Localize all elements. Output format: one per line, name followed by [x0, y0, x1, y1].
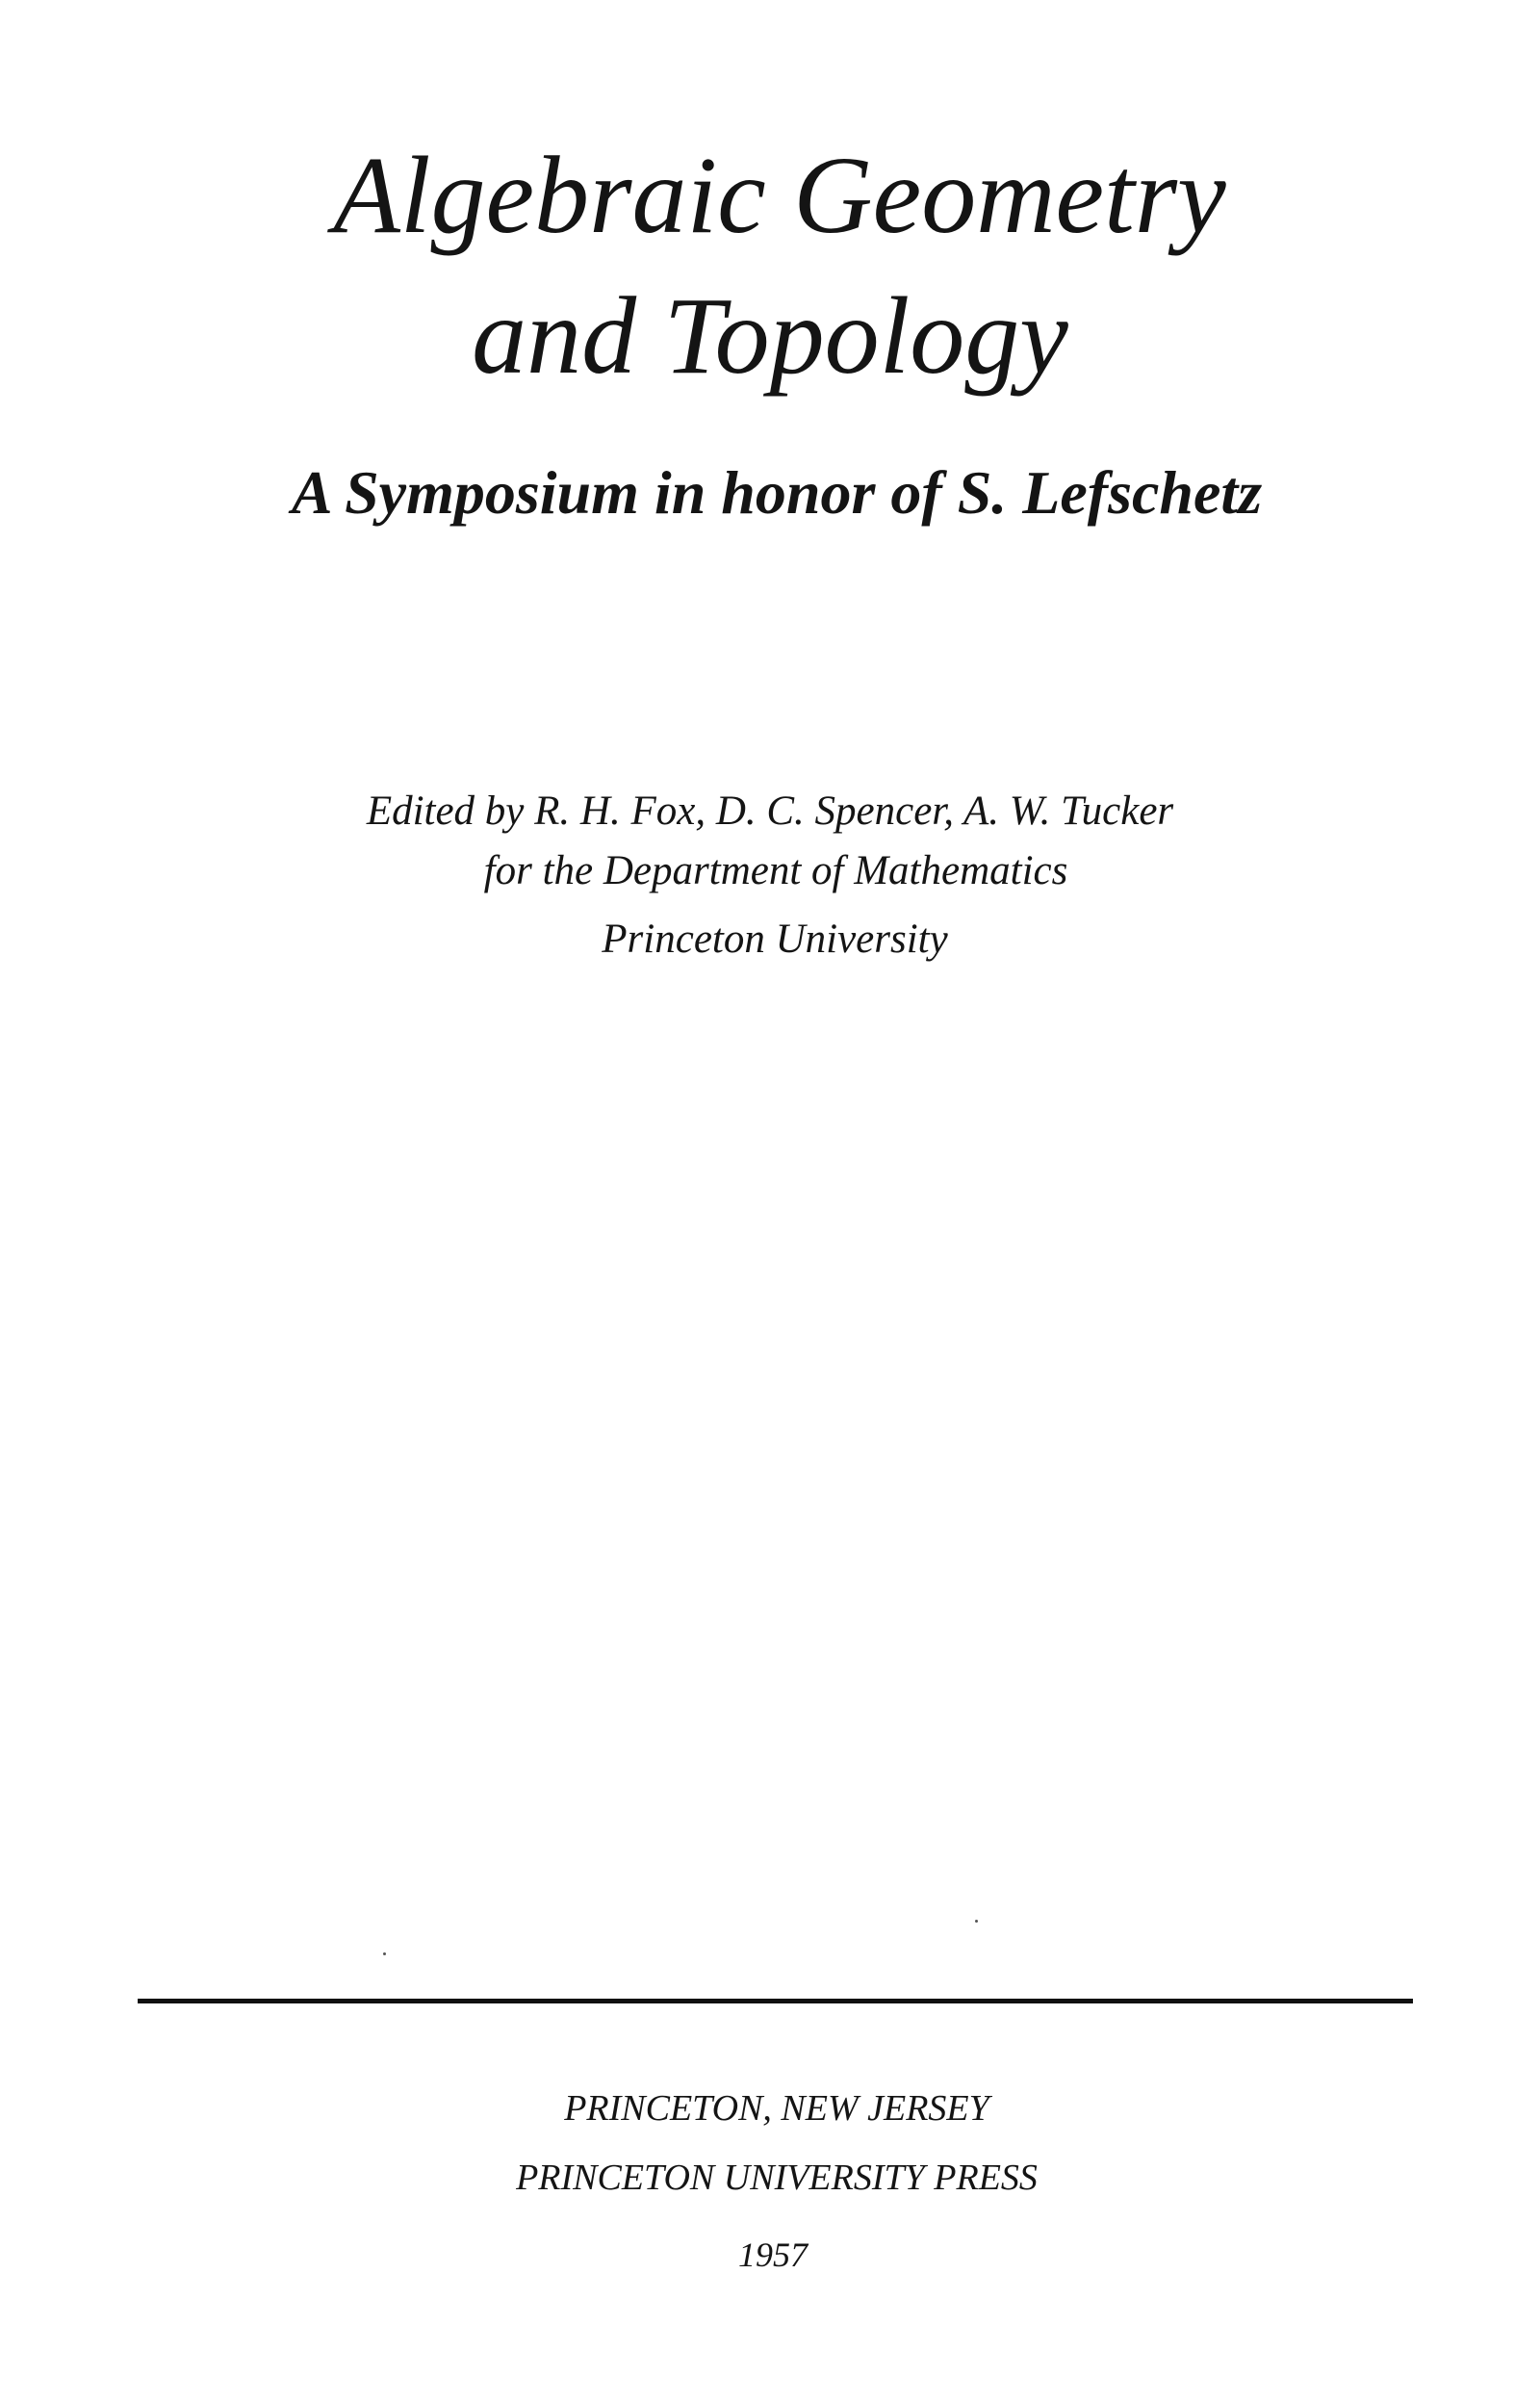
print-speck [383, 1952, 386, 1955]
publisher-place: PRINCETON, NEW JERSEY [564, 2088, 989, 2129]
horizontal-rule [138, 1999, 1413, 2003]
university-line: Princeton University [602, 917, 948, 962]
book-subtitle: A Symposium in honor of S. Lefschetz [291, 458, 1263, 527]
editors-line: Edited by R. H. Fox, D. C. Spencer, A. W. Tucker [366, 788, 1174, 834]
publication-year: 1957 [738, 2235, 808, 2274]
publisher-name: PRINCETON UNIVERSITY PRESS [516, 2158, 1038, 2198]
book-title-line-2: and Topology [472, 274, 1068, 397]
book-title-line-1: Algebraic Geometry [333, 134, 1226, 256]
department-line: for the Department of Mathematics [483, 848, 1068, 893]
print-speck [975, 1920, 978, 1923]
